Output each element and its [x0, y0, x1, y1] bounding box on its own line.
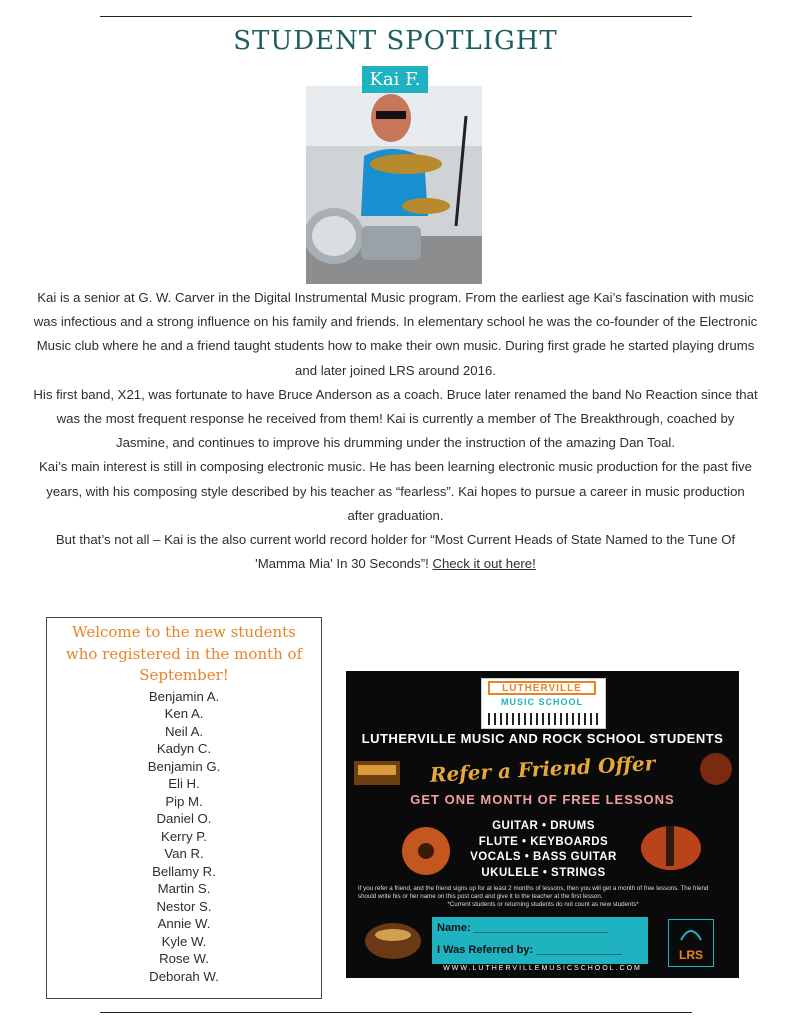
fine-print-text: If you refer a friend, and the friend signs up for at least 2 months of lessons, then you will get a month of free lessons. The friend should write his or her name on this post card and give it to the teacher at the first lesson. [358, 885, 709, 900]
school-logo [481, 678, 606, 729]
student-name-item: Van R. [164, 846, 204, 861]
student-name-item: Annie W. [157, 916, 211, 931]
flyer-fine-print [358, 885, 728, 908]
instrument-line: VOCALS • BASS GUITAR [470, 851, 617, 863]
name-field-label: Name: ______________________ [437, 922, 609, 934]
student-name-item: Kyle W. [161, 933, 207, 949]
welcome-title: Welcome to the new students who registered in the month of September! [65, 623, 303, 684]
logo-line-2: MUSIC SCHOOL [500, 697, 583, 707]
student-name-item: Daniel O. [156, 811, 212, 826]
instrument-list [466, 819, 621, 881]
student-name-item: Benjamin G. [147, 758, 221, 774]
guitar-icon [396, 821, 456, 881]
keyboard-icon [352, 753, 402, 793]
bottom-rule [100, 1012, 692, 1013]
student-list [47, 688, 321, 986]
student-name-item: Eli H. [168, 776, 200, 791]
student-name-item: Ken A. [164, 706, 204, 721]
article-last-text: But that’s not all – Kai is the also current world record holder for “Most Current Heads of State Named to the Tune Of 'Mamma Mia' In 30 Seconds”! [55, 532, 736, 572]
student-name-item: Deborah W. [149, 968, 219, 984]
student-name-item: Pip M. [165, 793, 203, 809]
article-body [32, 286, 759, 576]
drum-icon [696, 749, 736, 789]
student-name-item: Rose W. [159, 951, 209, 966]
flyer-headline: LUTHERVILLE MUSIC AND ROCK SCHOOL STUDENTS [361, 731, 724, 746]
student-name-badge: Kai F. [362, 66, 428, 93]
welcome-box [46, 617, 322, 999]
article-paragraph [32, 528, 759, 576]
student-name-item: Benjamin A. [148, 688, 220, 704]
article-paragraph: Kai is a senior at G. W. Carver in the Digital Instrumental Music program. From the earliest age Kai’s fascination with music was infectious and a strong influence on his family and friends. In elementary school he was the co-founder of the Electronic Music club where he and a friend taught students how to make their own music. During first grade he started playing drums and later joined LRS around 2016. [33, 290, 758, 378]
lrs-text: LRS [679, 948, 703, 962]
top-rule [100, 16, 692, 17]
student-name-item: Martin S. [157, 881, 211, 896]
instrument-line: FLUTE • KEYBOARDS [478, 835, 609, 848]
piano-keys-icon [488, 713, 598, 725]
referral-flyer [346, 671, 739, 978]
student-photo [306, 86, 482, 284]
referred-field-label: I Was Referred by: ______________ [437, 944, 622, 956]
student-name-item: Kerry P. [161, 828, 207, 844]
headphones-icon [669, 920, 713, 944]
student-name-item: Nestor S. [156, 898, 212, 914]
check-it-out-link[interactable]: Check it out here! [432, 556, 536, 572]
flyer-offer: Refer a Friend Offer [429, 751, 656, 787]
flyer-free-lessons: GET ONE MONTH OF FREE LESSONS [410, 792, 675, 807]
fine-print-note: *Current students or returning students do not count as new students* [447, 900, 639, 908]
article-paragraph: Kai’s main interest is still in composing electronic music. He has been learning electronic music production for the past five years, with his composing style described by his teacher as “fearless”. Kai hopes to pursue a career in music production after graduation. [39, 459, 752, 523]
referral-form [432, 917, 648, 964]
drum-kit-icon [360, 911, 426, 965]
bass-guitar-icon [636, 816, 706, 876]
article-paragraph: His first band, X21, was fortunate to have Bruce Anderson as a coach. Bruce later renamed the band No Reaction since that was the most frequent response he received from them! Kai is currently a member of The Breakthrough, coached by Jasmine, and continues to improve his drumming under the instruction of the amazing Dan Toal. [33, 386, 758, 451]
student-name-item: Neil A. [164, 723, 204, 739]
instrument-line: UKULELE • STRINGS [481, 866, 606, 879]
page-title: STUDENT SPOTLIGHT [233, 26, 558, 56]
student-name-item: Kadyn C. [156, 741, 212, 756]
logo-line-1: LUTHERVILLE [488, 681, 596, 695]
lrs-logo [668, 919, 714, 967]
student-name-item: Bellamy R. [152, 863, 216, 879]
instrument-line: GUITAR • DRUMS [492, 820, 595, 832]
flyer-url: WWW.LUTHERVILLEMUSICSCHOOL.COM [443, 965, 642, 972]
